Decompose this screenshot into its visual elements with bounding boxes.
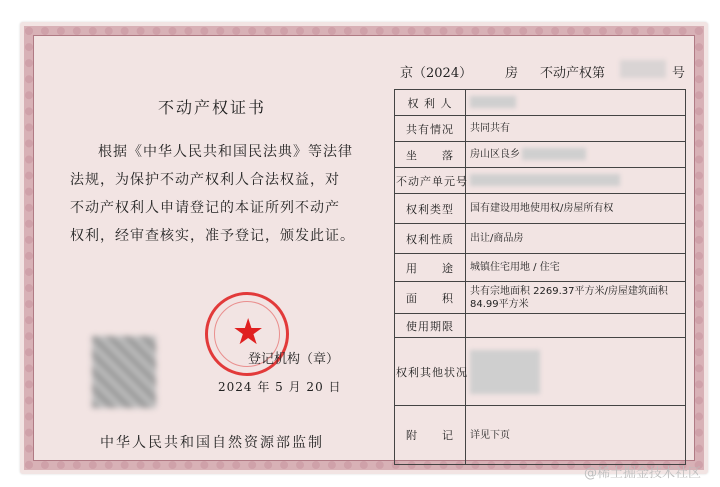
row-value: 出让/商品房: [466, 224, 686, 254]
preamble-line: 根据《中华人民共和国民法典》等法律: [98, 144, 353, 160]
blurred-unit-number: [470, 174, 620, 186]
table-row: [395, 338, 686, 406]
certificate-title: 不动产权证书: [158, 98, 267, 117]
row-value: 城镇住宅用地 / 住宅: [466, 254, 686, 282]
issue-date: 2024 年 5 月 20 日: [218, 380, 342, 394]
row-value: 共有宗地面积 2269.37平方米/房屋建筑面积 84.99平方米: [466, 282, 686, 314]
row-label: 共有情况: [395, 116, 466, 142]
blurred-qr-code: [92, 336, 156, 408]
row-value: [466, 314, 686, 338]
row-label: 附 记: [395, 406, 466, 465]
location-text: 房山区良乡: [470, 149, 520, 160]
preamble-text: [70, 138, 360, 250]
issuer-label: 登记机构（章）: [248, 352, 340, 367]
table-row: [395, 314, 686, 338]
row-label: 面 积: [395, 282, 466, 314]
cert-no-middle: 房: [505, 66, 519, 81]
blurred-owner: [470, 96, 516, 108]
row-value: 国有建设用地使用权/房屋所有权: [466, 194, 686, 224]
row-value: 共同共有: [466, 116, 686, 142]
watermark-text: @稀土掘金技术社区: [584, 466, 702, 481]
registration-table: [394, 89, 686, 465]
blurred-cert-number: [620, 60, 666, 78]
preamble-line: 权利，经审查核实，准予登记，颁发此证。: [70, 228, 355, 244]
table-row: [395, 406, 686, 465]
table-row: [395, 168, 686, 194]
table-row: [395, 254, 686, 282]
cert-no-end: 号: [672, 66, 686, 81]
cert-no-prefix: 京（2024）: [400, 66, 473, 81]
row-value: [466, 90, 686, 116]
row-label: 权 利 人: [395, 90, 466, 116]
table-row: [395, 116, 686, 142]
row-value: [466, 168, 686, 194]
table-row: [395, 194, 686, 224]
supervisor-line: 中华人民共和国自然资源部监制: [100, 435, 324, 451]
row-label: 坐 落: [395, 142, 466, 168]
preamble-line: 不动产权利人申请登记的本证所列不动产: [70, 200, 340, 216]
star-icon: ★: [232, 312, 265, 353]
row-label: 使用期限: [395, 314, 466, 338]
row-label: 权利其他状况: [395, 338, 466, 406]
row-label: 权利性质: [395, 224, 466, 254]
table-row: [395, 142, 686, 168]
table-row: [395, 90, 686, 116]
blurred-other-status: [470, 350, 540, 394]
blurred-address: [522, 148, 586, 160]
table-row: [395, 224, 686, 254]
cert-no-suffix: 不动产权第: [540, 66, 606, 81]
row-label: 权利类型: [395, 194, 466, 224]
row-value: [466, 142, 686, 168]
row-value: [466, 338, 686, 406]
row-label: 用 途: [395, 254, 466, 282]
table-row: [395, 282, 686, 314]
preamble-line: 法规，为保护不动产权利人合法权益，对: [70, 172, 340, 188]
row-value: 详见下页: [466, 406, 686, 465]
row-label: 不动产单元号: [395, 168, 466, 194]
